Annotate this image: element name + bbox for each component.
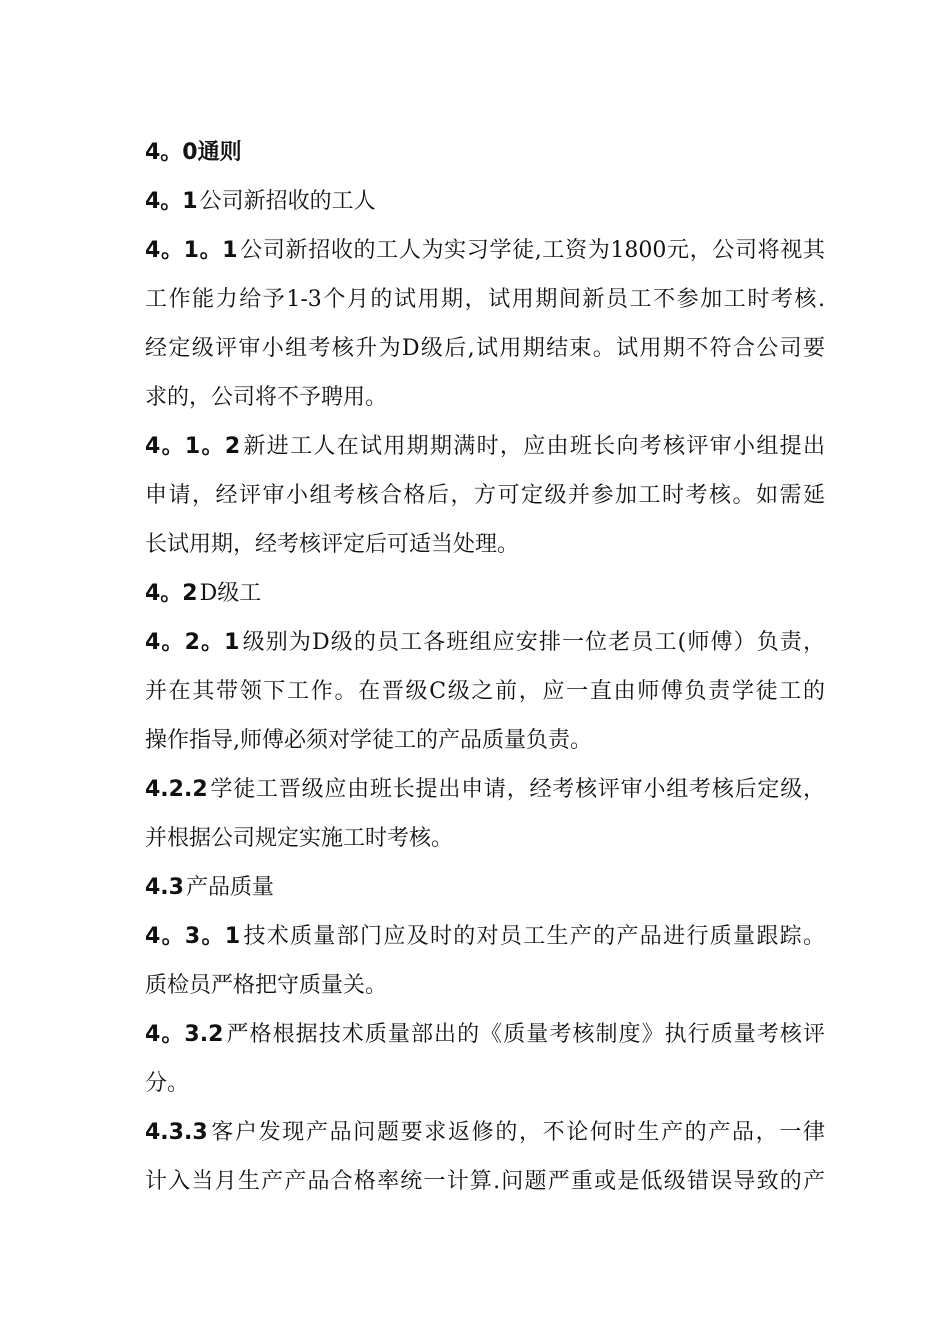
clause-number: 4。1: [145, 189, 198, 214]
text-line: [145, 868, 825, 917]
line-text: 工作能力给予1-3个月的试用期，试用期间新员工不参加工时考核.: [145, 287, 825, 312]
line-text: 公司新招收的工人为实习学徒,工资为1800元，公司将视其: [239, 238, 825, 263]
line-text: 公司新招收的工人: [199, 189, 376, 214]
text-line: [145, 329, 825, 378]
line-text: 并根据公司规定实施工时考核。: [145, 826, 454, 851]
line-text: 经定级评审小组考核升为D级后,试用期结束。试用期不符合公司要: [145, 336, 825, 361]
text-line: [145, 623, 825, 672]
text-line: [145, 819, 825, 868]
clause-number: 4.3: [145, 875, 184, 900]
line-text: 严格根据技术质量部出的《质量考核制度》执行质量考核评: [225, 1022, 825, 1047]
text-line: [145, 182, 825, 231]
clause-number: 4。3.2: [145, 1022, 224, 1047]
text-line: [145, 1162, 825, 1211]
line-text: 分。: [145, 1071, 190, 1096]
line-text: 操作指导,师傅必须对学徒工的产品质量负责。: [145, 728, 592, 753]
text-line: [145, 672, 825, 721]
text-line: [145, 378, 825, 427]
clause-number: 4。1。1: [145, 238, 238, 263]
clause-number: 4.2.2: [145, 777, 208, 802]
text-line: [145, 427, 825, 476]
text-line: [145, 1064, 825, 1113]
text-line: [145, 1015, 825, 1064]
text-line: [145, 721, 825, 770]
line-text: 级别为D级的员工各班组应安排一位老员工(师傅）负责，: [241, 630, 825, 655]
line-text: 新进工人在试用期期满时，应由班长向考核评审小组提出: [242, 434, 825, 459]
text-line: [145, 231, 825, 280]
text-line: [145, 770, 825, 819]
line-text: 质检员严格把守质量关。: [145, 973, 388, 998]
clause-number: 4。2。1: [145, 630, 240, 655]
text-line: [145, 1113, 825, 1162]
text-line: [145, 525, 825, 574]
line-text: 申请，经评审小组考核合格后，方可定级并参加工时考核。如需延: [145, 483, 825, 508]
line-text: 产品质量: [185, 875, 274, 900]
clause-number: 4。1。2: [145, 434, 241, 459]
line-text: 计入当月生产产品合格率统一计算.问题严重或是低级错误导致的产: [145, 1169, 825, 1194]
text-line: [145, 966, 825, 1015]
text-line: [145, 280, 825, 329]
line-text: 并在其带领下工作。在晋级C级之前，应一直由师傅负责学徒工的: [145, 679, 825, 704]
line-text: 技术质量部门应及时的对员工生产的产品进行质量跟踪。: [242, 924, 825, 949]
text-line: [145, 917, 825, 966]
text-line: [145, 476, 825, 525]
clause-number: 4.3.3: [145, 1120, 208, 1145]
line-text: 求的，公司将不予聘用。: [145, 385, 388, 410]
line-text: 客户发现产品问题要求返修的，不论何时生产的产品，一律: [209, 1120, 825, 1145]
section-heading: [145, 133, 825, 182]
clause-number: 4。3。1: [145, 924, 241, 949]
document-body: [145, 133, 825, 1211]
heading-text: 4。0通则: [145, 140, 242, 165]
line-text: D级工: [199, 581, 262, 606]
line-text: 长试用期，经考核评定后可适当处理。: [145, 532, 520, 557]
line-text: 学徒工晋级应由班长提出申请，经考核评审小组考核后定级，: [209, 777, 825, 802]
text-line: [145, 574, 825, 623]
clause-number: 4。2: [145, 581, 198, 606]
